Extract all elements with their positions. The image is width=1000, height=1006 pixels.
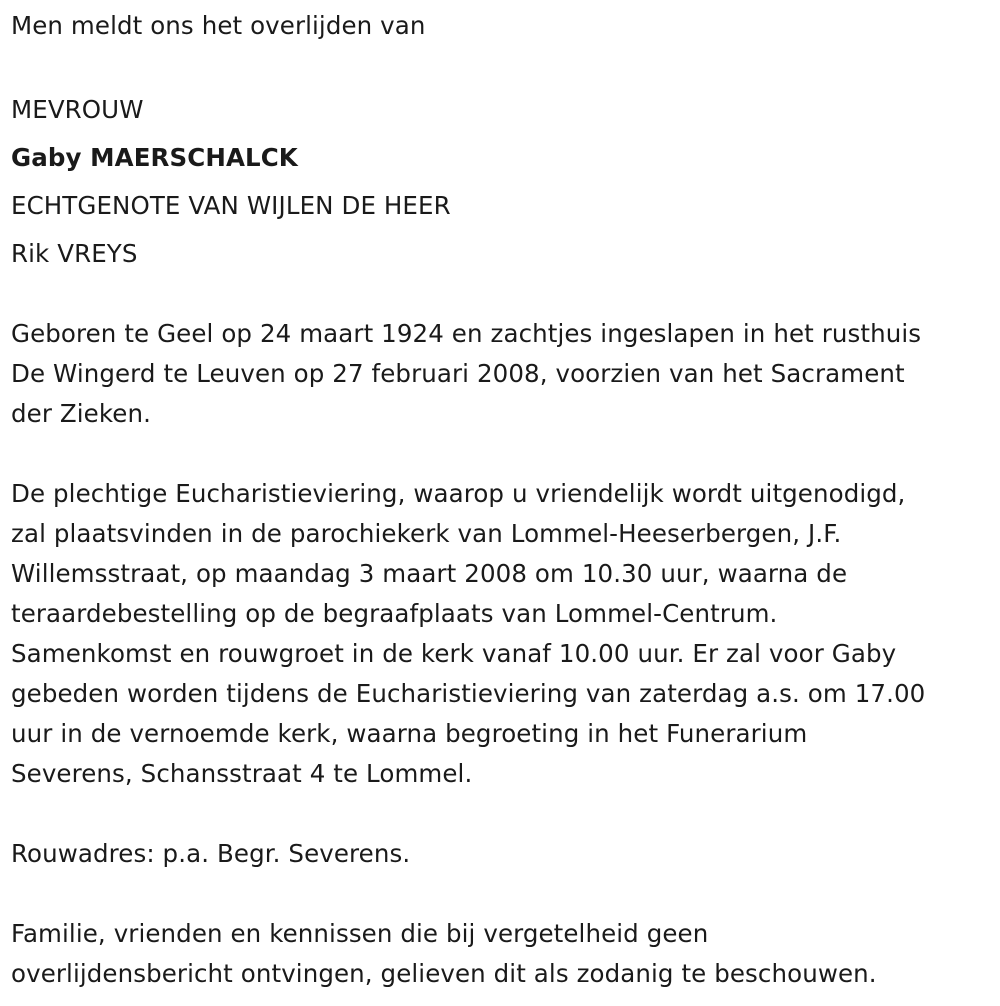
spouse-name: Rik VREYS (11, 239, 138, 268)
paragraph-line: Severens, Schansstraat 4 te Lommel. (11, 759, 473, 788)
spacer (11, 874, 991, 914)
paragraph-line: Samenkomst en rouwgroet in de kerk vanaf 10.00 uur. Er zal voor Gaby (11, 639, 897, 668)
paragraph-line: De Wingerd te Leuven op 27 februari 2008, voorzien van het Sacrament (11, 359, 905, 388)
spacer (11, 434, 991, 474)
paragraph-line: Willemsstraat, op maandag 3 maart 2008 om 10.30 uur, waarna de (11, 559, 848, 588)
deceased-name: Gaby MAERSCHALCK (11, 143, 298, 172)
spacer (11, 794, 991, 834)
paragraph-line: Familie, vrienden en kennissen die bij vergetelheid geen (11, 919, 709, 948)
spacer (11, 46, 991, 86)
spacer (11, 278, 991, 314)
closing-paragraph (11, 914, 991, 994)
paragraph-line: teraardebestelling op de begraafplaats van Lommel-Centrum. (11, 599, 778, 628)
paragraph-line: overlijdensbericht ontvingen, gelieven dit als zodanig te beschouwen. (11, 959, 877, 988)
birth-death-paragraph (11, 314, 991, 434)
intro-line: Men meldt ons het overlijden van (11, 11, 426, 40)
paragraph-line: Geboren te Geel op 24 maart 1924 en zachtjes ingeslapen in het rusthuis (11, 319, 922, 348)
paragraph-line: gebeden worden tijdens de Eucharistieviering van zaterdag a.s. om 17.00 (11, 679, 926, 708)
paragraph-line: De plechtige Eucharistieviering, waarop u vriendelijk wordt uitgenodigd, (11, 479, 906, 508)
ceremony-paragraph (11, 474, 991, 794)
paragraph-line: uur in de vernoemde kerk, waarna begroeting in het Funerarium (11, 719, 808, 748)
relation-line: ECHTGENOTE VAN WIJLEN DE HEER (11, 191, 451, 220)
paragraph-line: der Zieken. (11, 399, 151, 428)
paragraph-line: zal plaatsvinden in de parochiekerk van Lommel-Heeserbergen, J.F. (11, 519, 842, 548)
honorific-title: MEVROUW (11, 95, 144, 124)
mourning-address: Rouwadres: p.a. Begr. Severens. (11, 839, 411, 868)
obituary-notice (11, 6, 991, 994)
